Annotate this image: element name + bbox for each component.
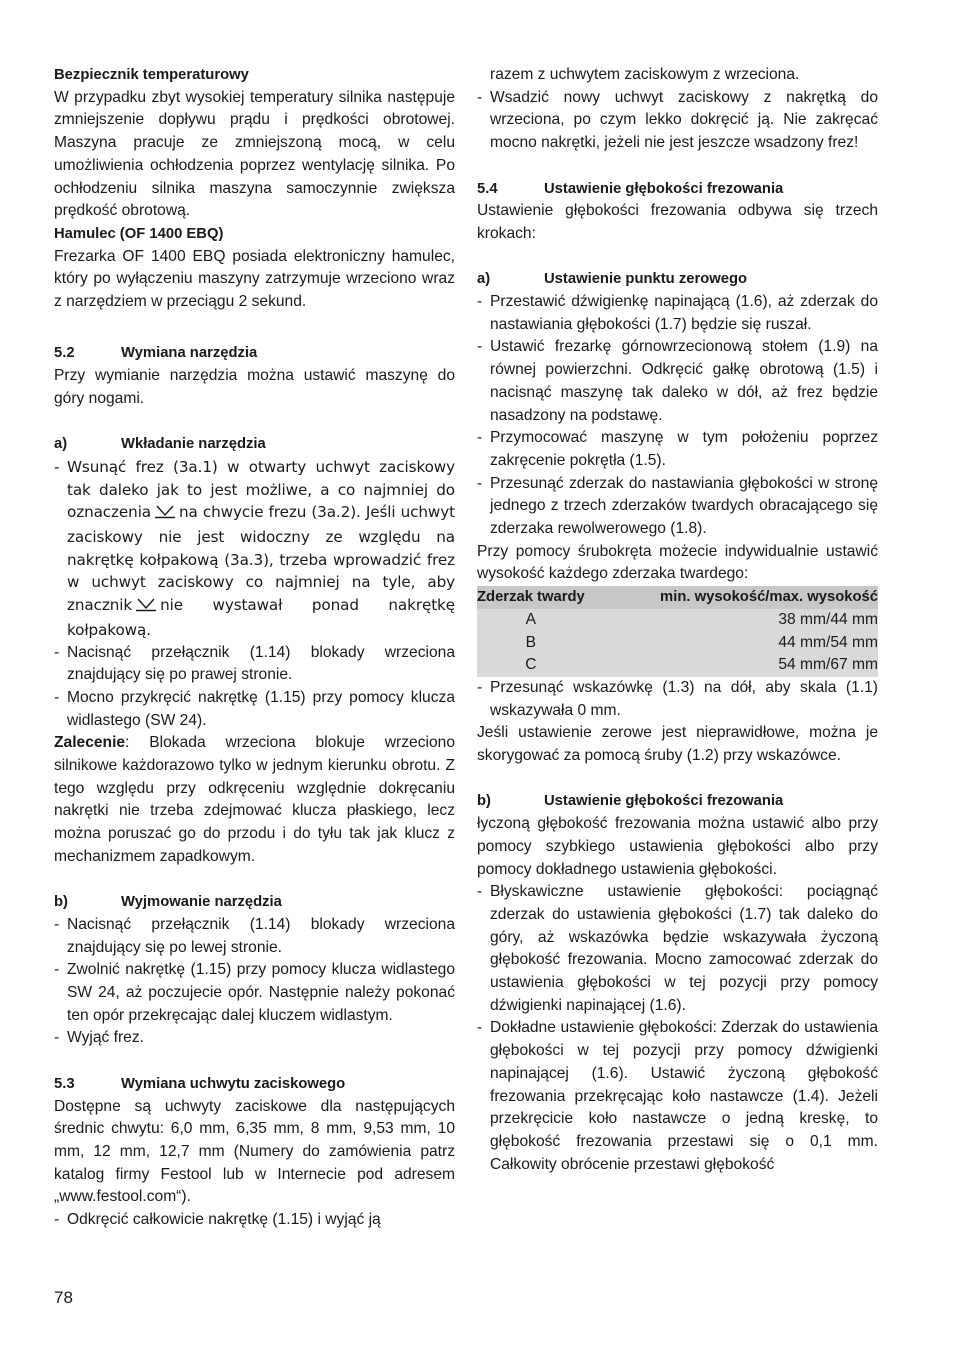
- subsection-label: b): [54, 894, 68, 911]
- table-header-right: min. wysokość/max. wysokość: [585, 586, 878, 609]
- list-item: - Wsadzić nowy uchwyt zaciskowy z nakrętką do wrzeciona, po czym lekko dokręcić ją. Nie zakręcać mocno nakrętki, jeżeli nie jest jeszcze wsadzony frez!: [477, 87, 878, 155]
- list-item: - Przesunąć wskazówkę (1.3) na dół, aby skala (1.1) wskazywała 0 mm.: [477, 677, 878, 722]
- table-row: [477, 632, 878, 655]
- temp-fuse-text: W przypadku zbyt wysokiej temperatury silnika następuje zmniejszenie dopływu prądu i prędkości obrotowej. Maszyna pracuje ze zmniejszoną mocą, w celu umożliwienia ochłodzenia poprzez wentylację silnika. Po ochłodzeniu silnika maszyna samoczynnie zwiększa prędkość obrotową.: [54, 88, 455, 220]
- subsection-title: Ustawienie głębokości frezowania: [544, 793, 784, 810]
- subsection-label: a): [54, 436, 68, 453]
- tool-remove-list: [54, 914, 455, 1050]
- depth-setting-list: [477, 881, 878, 1176]
- list-item: - Wyjąć frez.: [54, 1027, 455, 1050]
- list-item: - Przymocować maszynę w tym położeniu poprzez zakręcenie pokrętła (1.5).: [477, 427, 878, 472]
- table-cell-value: 38 mm/44 mm: [585, 609, 878, 632]
- list-item: - Odkręcić całkowicie nakrętkę (1.15) i wyjąć ją: [54, 1209, 455, 1232]
- recommendation-text: Zalecenie: Blokada wrzeciona blokuje wrzeciono silnikowe każdorazowo tylko w jednym kierunku obrotu. Z tego względu przy odkręceniu względnie dokręcaniu nakrętki nie trzeba zdejmować klucza płaskiego, lecz można poruszać go do przodu i do tyłu tak jak klucz z mechanizmem zapadkowym.: [54, 734, 455, 865]
- list-item: - Błyskawiczne ustawienie głębokości: pociągnąć zderzak do ustawienia głębokości (1.7) tak daleko do góry, aż wskazówka będzie wskazywała życzoną głębokość frezowania. Mocno zamocować zderzak do ustawienia głębokości w tej pozycji przy pomocy dźwigienki napinającej (1.6).: [477, 881, 878, 1017]
- table-cell-label: C: [477, 654, 585, 677]
- table-header-row: [477, 586, 878, 609]
- section-number: 5.4: [477, 180, 498, 197]
- section-number: 5.2: [54, 345, 75, 362]
- collet-change-list: [54, 1209, 455, 1232]
- list-item: - Nacisnąć przełącznik (1.14) blokady wrzeciona znajdujący się po prawej stronie.: [54, 642, 455, 687]
- section-title: Ustawienie głębokości frezowania: [544, 180, 784, 197]
- subsection-title: Wkładanie narzędzia: [121, 436, 266, 453]
- list-item: - Wsunąć frez (3a.1) w otwarty uchwyt zaciskowy tak daleko jak to jest możliwe, a co najmniej do oznaczenia na chwycie frezu (3a.2). Jeśli uchwyt zaciskowy nie jest widoczny ze względu na nakrętkę kołpakową (3a.3), trzeba wprowadzić frez w uchwyt zaciskowy co najmniej na tyle, aby znacznik nie wystawał ponad nakrętkę kołpakową.: [54, 456, 455, 642]
- zero-point-list: [477, 291, 878, 541]
- table-cell-label: B: [477, 632, 585, 655]
- temp-fuse-heading: Bezpiecznik temperaturowy: [54, 67, 249, 83]
- table-cell-value: 44 mm/54 mm: [585, 632, 878, 655]
- table-row: [477, 654, 878, 677]
- subsection-a-heading: [54, 433, 455, 456]
- section-5-3-heading: [54, 1073, 455, 1096]
- section-5-2-text: Przy wymianie narzędzia można ustawić maszynę do góry nogami.: [54, 367, 455, 407]
- list-item: - Zwolnić nakrętkę (1.15) przy pomocy klucza widlastego SW 24, aż poczujecie opór. Następnie należy pokonać ten opór przekręcając dalej kluczem widlastym.: [54, 959, 455, 1027]
- list-item-continuation: razem z uchwytem zaciskowym z wrzeciona.: [490, 66, 800, 83]
- section-5-4-text: Ustawienie głębokości frezowania odbywa się trzech krokach:: [477, 202, 878, 242]
- subsection-b-heading: [477, 790, 878, 813]
- left-column: [54, 64, 455, 1232]
- list-item: - Przesunąć zderzak do nastawiania głębokości w stronę jednego z trzech zderzaków twardych obracającego się zderzaka rewolwerowego (1.8).: [477, 473, 878, 541]
- insertion-mark-icon: [135, 596, 157, 619]
- section-5-3-text: Dostępne są uchwyty zaciskowe dla następujących średnic chwytu: 6,0 mm, 6,35 mm, 8 mm, 9,53 mm, 10 mm, 12 mm, 12,7 mm (Numery do zamówienia patrz katalog firmy Festool lub w Internecie pod adresem „www.festool.com“).: [54, 1097, 455, 1206]
- brake-heading: Hamulec (OF 1400 EBQ): [54, 225, 224, 242]
- subsection-label: a): [477, 271, 491, 288]
- insertion-mark-icon: [154, 503, 176, 526]
- table-header-left: Zderzak twardy: [477, 586, 585, 609]
- list-item: - Przestawić dźwigienkę napinającą (1.6), aż zderzak do nastawiania głębokości (1.7) będzie się ruszał.: [477, 291, 878, 336]
- list-item: - Ustawić frezarkę górnowrzecionową stołem (1.9) na równej powierzchni. Odkręcić gałkę obrotową (1.5) i nacisnąć maszynę tak daleko w dół, aż frez będzie nasadzony na podstawę.: [477, 336, 878, 427]
- table-row: [477, 609, 878, 632]
- section-title: Wymiana narzędzia: [121, 345, 258, 362]
- section-number: 5.3: [54, 1075, 75, 1092]
- subsection-title: Wyjmowanie narzędzia: [121, 894, 282, 911]
- depth-setting-text: łyczoną głębokość frezowania można ustawić albo przy pomocy szybkiego ustawienia głębokości albo przy pomocy dokładnego ustawienia głębokości.: [477, 815, 878, 878]
- list-item: - Dokładne ustawienie głębokości: Zderzak do ustawienia głębokości w tej pozycji przy pomocy dźwigienki napinającej (1.6). Ustawić życzoną głębokość frezowania przekręcając koło nastawcze (1.4). Jeżeli przekręcicie koło nastawcze o jedną kreskę, to głębokość frezowania przestawi się o 0,1 mm. Całkowity obrócenie przestawi głębokość: [477, 1017, 878, 1176]
- list-item: - Mocno przykręcić nakrętkę (1.15) przy pomocy klucza widlastego (SW 24).: [54, 687, 455, 732]
- subsection-a-heading: [477, 268, 878, 291]
- hard-stop-table: [477, 586, 878, 677]
- tool-insert-list: [54, 456, 455, 732]
- page-number: 78: [54, 1288, 73, 1307]
- list-item: - Nacisnąć przełącznik (1.14) blokady wrzeciona znajdujący się po lewej stronie.: [54, 914, 455, 959]
- zero-correction-text: Jeśli ustawienie zerowe jest nieprawidłowe, można je skorygować za pomocą śruby (1.2) przy wskazówce.: [477, 724, 878, 765]
- subsection-label: b): [477, 793, 491, 810]
- table-cell-value: 54 mm/67 mm: [585, 654, 878, 677]
- collet-change-list-cont: [477, 87, 878, 155]
- right-column: [477, 64, 878, 1176]
- table-cell-label: A: [477, 609, 585, 632]
- section-5-2-heading: [54, 342, 455, 365]
- subsection-b-heading: [54, 891, 455, 914]
- section-5-4-heading: [477, 178, 878, 201]
- pointer-list: [477, 677, 878, 722]
- subsection-title: Ustawienie punktu zerowego: [544, 271, 748, 288]
- recommendation-label: Zalecenie: [54, 734, 126, 752]
- section-title: Wymiana uchwytu zaciskowego: [121, 1075, 346, 1092]
- brake-text: Frezarka OF 1400 EBQ posiada elektroniczny hamulec, który po wyłączeniu maszyny zatrzymuje wrzeciono wraz z narzędziem w przeciągu 2 sekund.: [54, 247, 455, 311]
- screwdriver-text: Przy pomocy śrubokręta możecie indywidualnie ustawić wysokość każdego zderzaka twardego:: [477, 542, 878, 583]
